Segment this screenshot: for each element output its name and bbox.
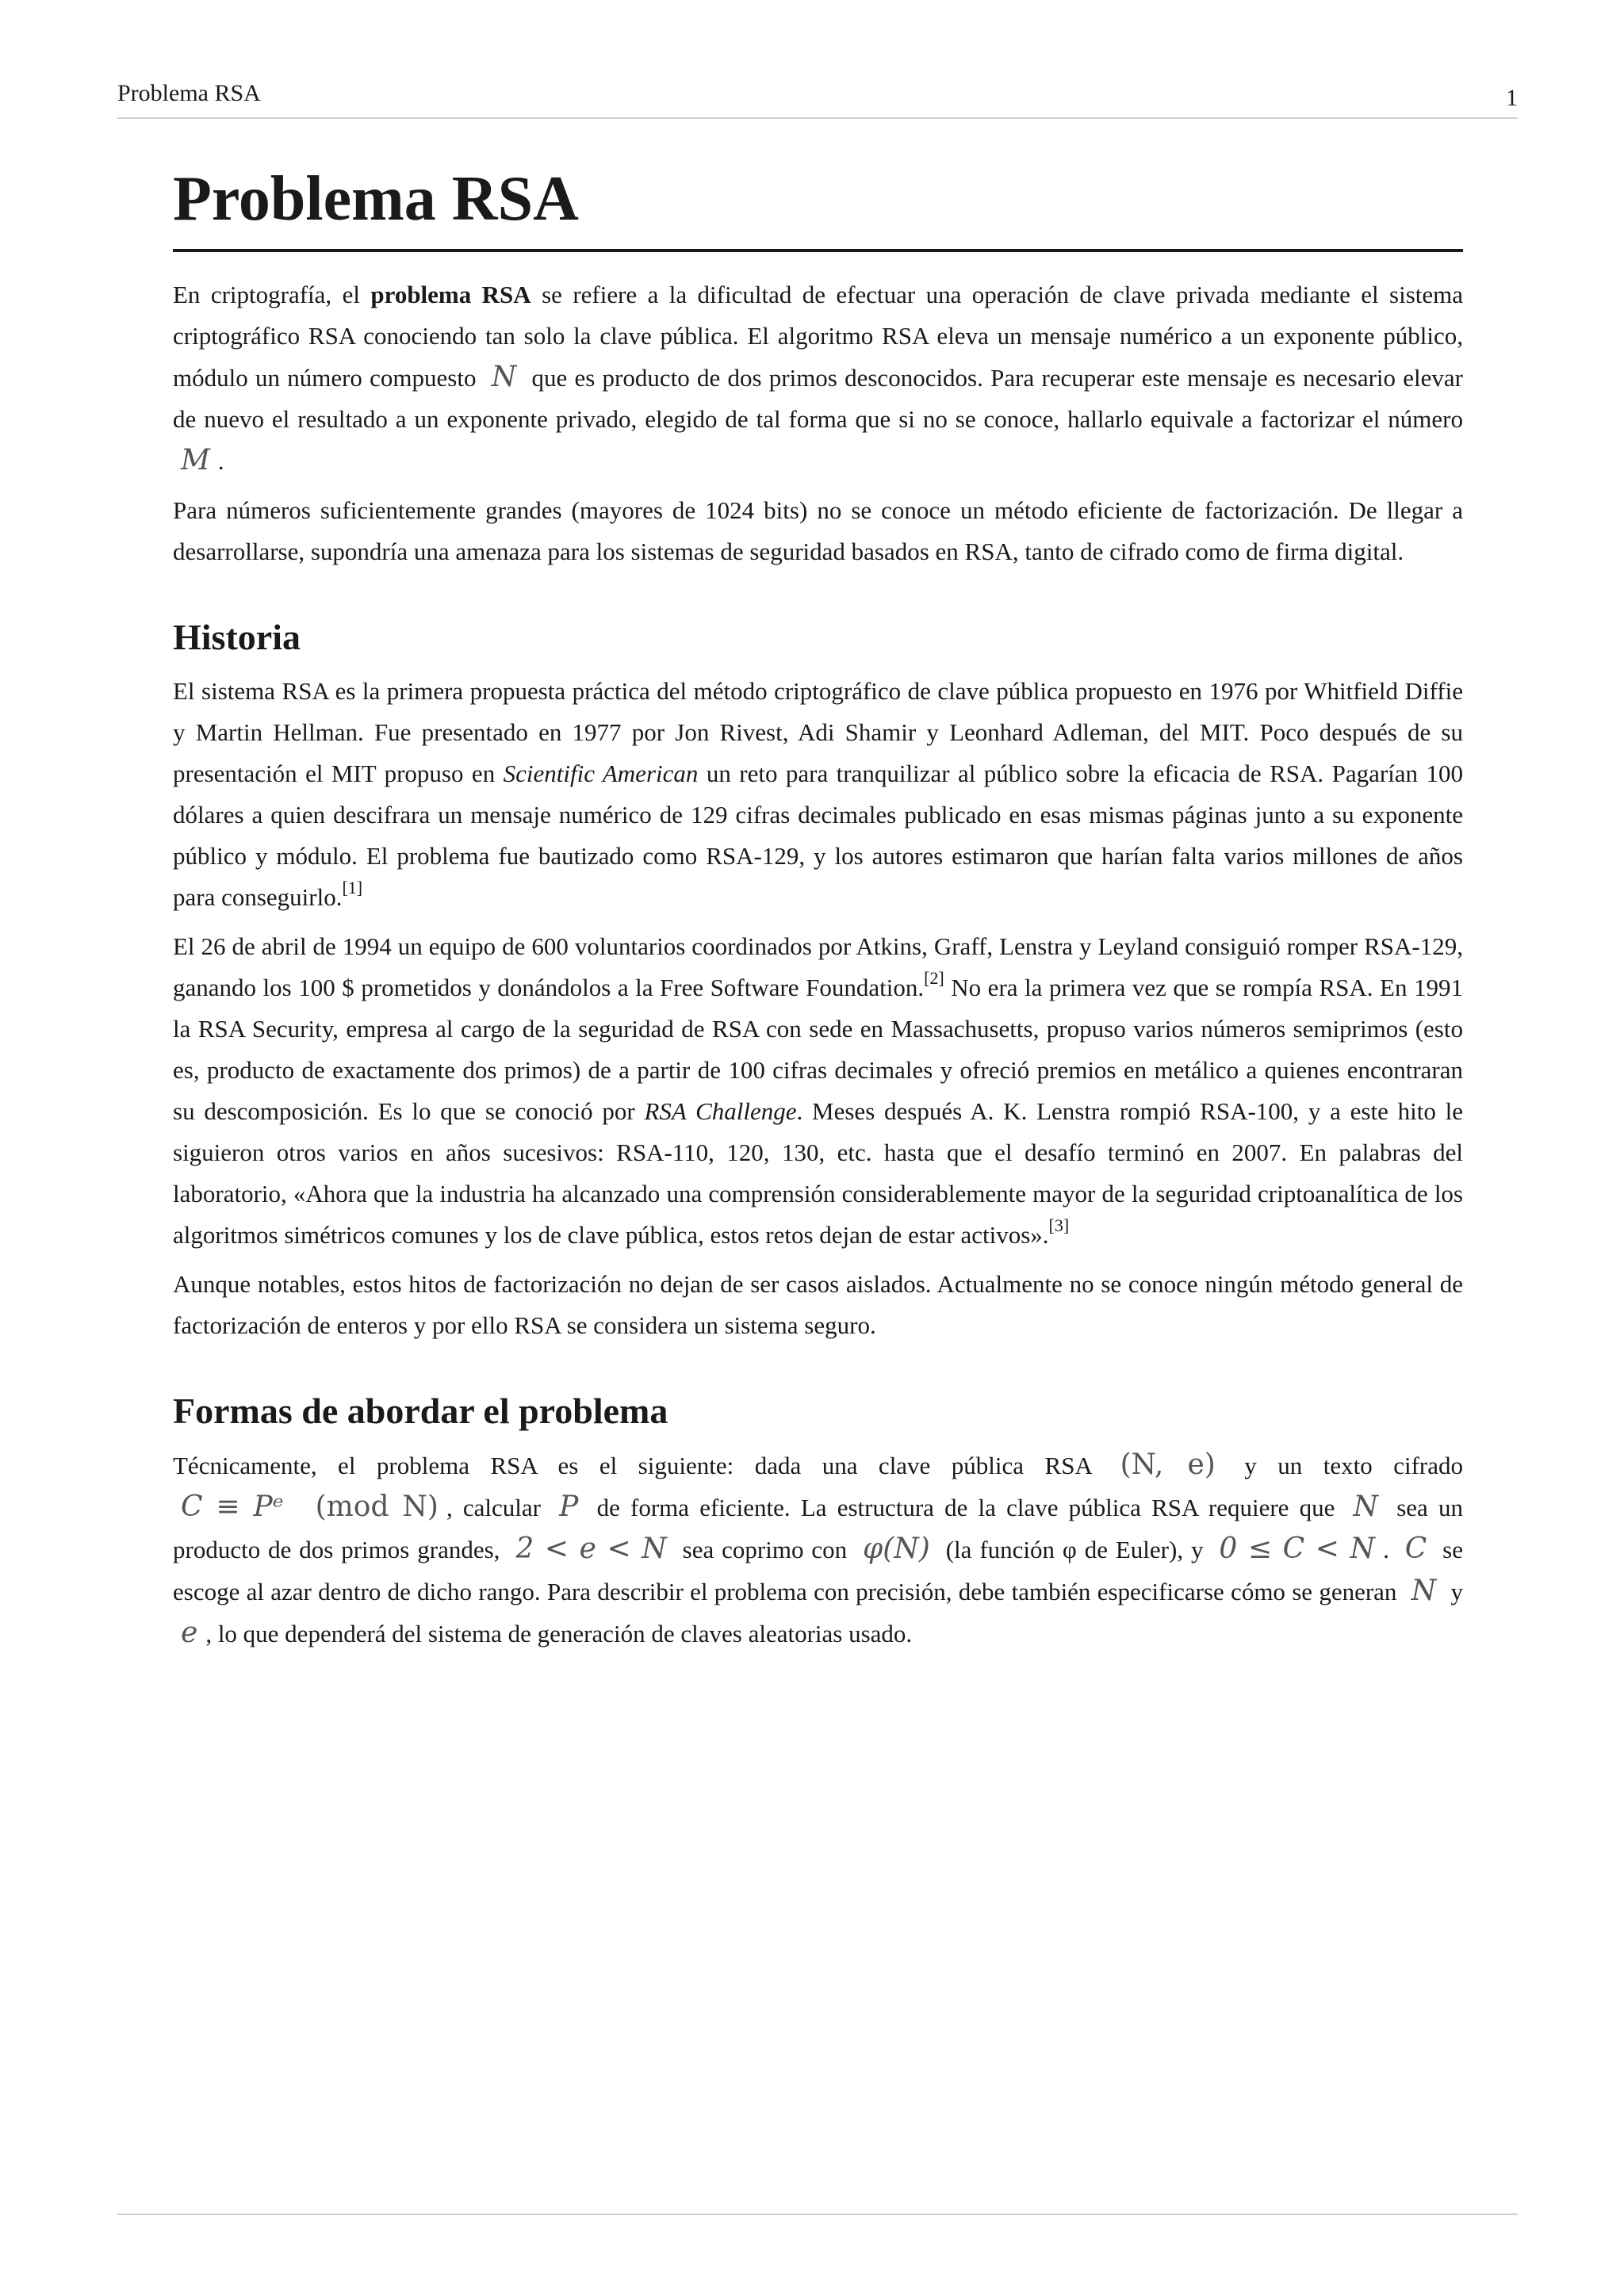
math-e: e	[181, 1617, 198, 1649]
math-key-pair: (N, e)	[1120, 1448, 1216, 1481]
page-number: 1	[1506, 85, 1518, 111]
math-n: N	[1411, 1575, 1437, 1607]
historia-paragraph-1	[173, 671, 1463, 918]
math-phi: φ(N)	[863, 1533, 930, 1565]
text-run: y	[1444, 1578, 1464, 1605]
bold-term: problema RSA	[370, 281, 531, 308]
text-run: se refiere a la dificultad de efectuar una operación de clave privada mediante el sistema criptográfico RSA conociendo tan solo la clave pública. El algoritmo RSA eleva un mensaje numérico a un exponente público, módulo un número compuesto	[173, 281, 1463, 392]
math-c: C	[1404, 1533, 1427, 1565]
running-header	[117, 79, 1518, 119]
text-run: El sistema RSA es la primera propuesta práctica del método criptográfico de clave pública propuesto en 1976 por Whitfield Diffie y Martin Hellman. Fue presentado en 1977 por Jon Rivest, Adi Shamir y Leonhard Adleman, del MIT. Poco después de su presentación el MIT propuso en	[173, 677, 1463, 787]
math-n: N	[491, 361, 517, 393]
text-run: sea coprimo con	[674, 1536, 856, 1563]
text-run: . Meses después A. K. Lenstra rompió RSA-100, y a este hito le siguieron otros varios en años sucesivos: RSA-110, 120, 130, etc. hasta que el desafío terminó en 2007. En palabras del laboratorio, «Ahora que la industria ha alcanzado una comprensión considerablemente mayor de la seguridad criptoanalítica de los algoritmos simétricos comunes y los de clave pública, estos retos dejan de estar activos».	[173, 1097, 1464, 1249]
text-run: No era la primera vez que se rompía RSA. En 1991 la RSA Security, empresa al cargo de la seguridad de RSA con sede en Massachusetts, propuso varios números semiprimos (esto es, producto de exactamente dos primos) de a partir de 100 cifras decimales y ofreció premios en metálico a quienes encontraran su descomposición. Es lo que se conoció por	[173, 974, 1463, 1125]
math-range-e: 2 < e < N	[515, 1533, 667, 1565]
reference-link-3[interactable]: [3]	[1048, 1215, 1070, 1235]
text-run: (la función φ de Euler), y	[937, 1536, 1212, 1563]
text-run: En criptografía, el	[173, 281, 371, 308]
section-heading-historia: Historia	[173, 617, 301, 657]
italic-term: RSA Challenge	[644, 1097, 797, 1125]
text-run: que es producto de dos primos desconocidos. Para recuperar este mensaje es necesario elevar de nuevo el resultado a un exponente privado, elegido de tal forma que si no se conoce, hallarlo equivale a factorizar el número	[173, 364, 1463, 433]
reference-link-1[interactable]: [1]	[342, 877, 363, 897]
intro-paragraph-1	[173, 274, 1463, 482]
running-title: Problema RSA	[117, 80, 261, 106]
footer-divider	[117, 2214, 1518, 2215]
math-m: M	[181, 444, 210, 476]
text-run: se escoge al azar dentro de dicho rango. Para describir el problema con precisión, debe también especificarse cómo se generan	[173, 1536, 1463, 1605]
page-title: Problema RSA	[173, 155, 1463, 252]
math-p: P	[559, 1490, 579, 1523]
text-run: Técnicamente, el problema RSA es el siguiente: dada una clave pública RSA	[173, 1452, 1113, 1479]
intro-paragraph-2: Para números suficientemente grandes (mayores de 1024 bits) no se conoce un método eficiente de factorización. De llegar a desarrollarse, supondría una amenaza para los sistemas de seguridad basados en RSA, tanto de cifrado como de firma digital.	[173, 496, 1463, 565]
formas-paragraph-1	[173, 1445, 1463, 1655]
math-range-c: 0 ≤ C < N	[1219, 1533, 1376, 1565]
math-mod: (mod N)	[315, 1490, 439, 1523]
text-run: , calcular	[446, 1494, 552, 1521]
text-run: de forma eficiente. La estructura de la clave pública RSA requiere que	[586, 1494, 1346, 1521]
text-run: y un texto cifrado	[1223, 1452, 1464, 1479]
reference-link-2[interactable]: [2]	[924, 967, 944, 988]
historia-paragraph-3: Aunque notables, estos hitos de factorización no dejan de ser casos aislados. Actualmente no se conoce ningún método general de factorización de enteros y por ello RSA se considera un sistema seguro.	[173, 1270, 1463, 1339]
text-run: .	[217, 447, 224, 475]
italic-term: Scientific American	[503, 760, 699, 787]
math-ciphertext: C ≡ Pᵉ	[181, 1490, 284, 1523]
section-heading-formas: Formas de abordar el problema	[173, 1391, 668, 1431]
article-content	[173, 155, 1463, 1663]
text-run: sea un producto de dos primos grandes,	[173, 1494, 1463, 1563]
text-run: El 26 de abril de 1994 un equipo de 600 voluntarios coordinados por Atkins, Graff, Lenstra y Leyland consiguió romper RSA-129, ganando los 100 $ prometidos y donándolos a la Free Software Foundation.	[173, 932, 1463, 1001]
math-n: N	[1353, 1490, 1379, 1523]
text-run: un reto para tranquilizar al público sobre la eficacia de RSA. Pagarían 100 dólares a quien descifrara un mensaje numérico de 129 cifras decimales publicado en esas mismas páginas junto a su exponente público y módulo. El problema fue bautizado como RSA-129, y los autores estimaron que harían falta varios millones de años para conseguirlo.	[173, 760, 1464, 911]
text-run: .	[1383, 1536, 1397, 1563]
text-run: , lo que dependerá del sistema de generación de claves aleatorias usado.	[205, 1620, 913, 1647]
historia-paragraph-2	[173, 926, 1463, 1256]
